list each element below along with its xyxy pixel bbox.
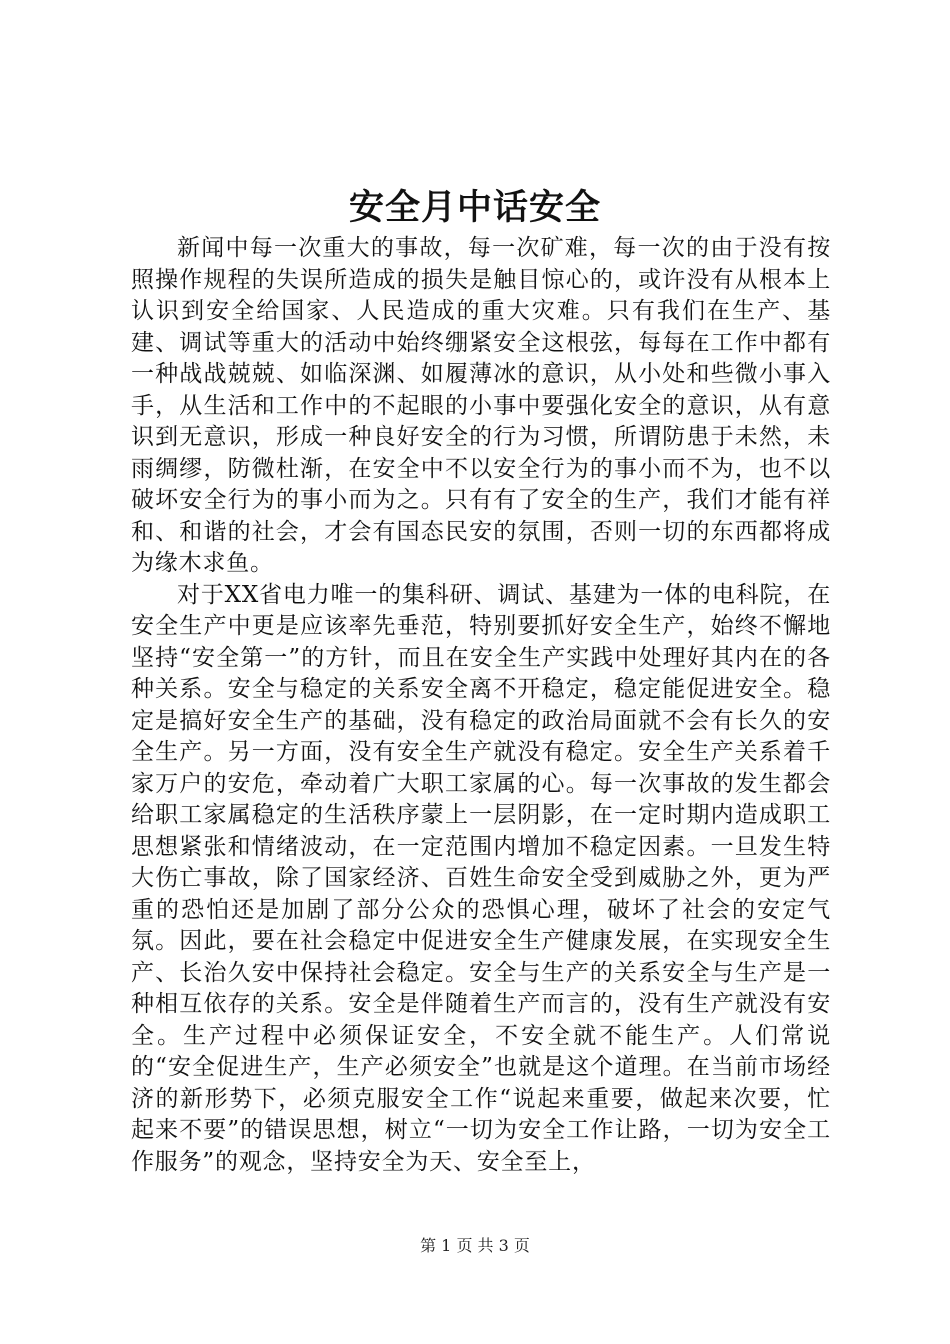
document-title: 安全月中话安全 — [348, 187, 601, 228]
paragraph-2: 对于XX省电力唯一的集科研、调试、基建为一体的电科院，在安全生产中更是应该率先垂范，特别要抓好安全生产，始终不懈地坚持“安全第一”的方针，而且在安全生产实践中处理好其内在的各种关系。安全与稳定的关系安全离不开稳定，稳定能促进安全。稳定是搞好安全生产的基础，没有稳定的政治局面就不会有长久的安全生产。另一方面，没有安全生产就没有稳定。安全生产关系着千家万户的安危，牵动着广大职工家属的心。每一次事故的发生都会给职工家属稳定的生活秩序蒙上一层阴影，在一定时期内造成职工思想紧张和情绪波动，在一定范围内增加不稳定因素。一旦发生特大伤亡事故，除了国家经济、百姓生命安全受到威胁之外，更为严重的恐怕还是加剧了部分公众的恐惧心理，破坏了社会的安定气氛。因此，要在社会稳定中促进安全生产健康发展，在实现安全生产、长治久安中保持社会稳定。安全与生产的关系安全与生产是一种相互依存的关系。安全是伴随着生产而言的，没有生产就没有安全。生产过程中必须保证安全，不安全就不能生产。人们常说的“安全促进生产，生产必须安全”也就是这个道理。在当前市场经济的新形势下，必须克服安全工作“说起来重要，做起来次要，忙起来不要”的错误思想，树立“一切为安全工作让路，一切为安全工作服务”的观念，坚持安全为天、安全至上， — [131, 581, 831, 1175]
page-number-footer: 第 1 页 共 3 页 — [420, 1236, 530, 1255]
document-body — [131, 233, 831, 1178]
paragraph-1: 新闻中每一次重大的事故，每一次矿难，每一次的由于没有按照操作规程的失误所造成的损失是触目惊心的，或许没有从根本上认识到安全给国家、人民造成的重大灾难。只有我们在生产、基建、调试等重大的活动中始终绷紧安全这根弦，每每在工作中都有一种战战兢兢、如临深渊、如履薄冰的意识，从小处和些微小事入手，从生活和工作中的不起眼的小事中要强化安全的意识，从有意识到无意识，形成一种良好安全的行为习惯，所谓防患于未然，未雨绸缪，防微杜渐，在安全中不以安全行为的事小而不为，也不以破坏安全行为的事小而为之。只有有了安全的生产，我们才能有祥和、和谐的社会，才会有国态民安的氛围，否则一切的东西都将成为缘木求鱼。 — [131, 235, 831, 576]
